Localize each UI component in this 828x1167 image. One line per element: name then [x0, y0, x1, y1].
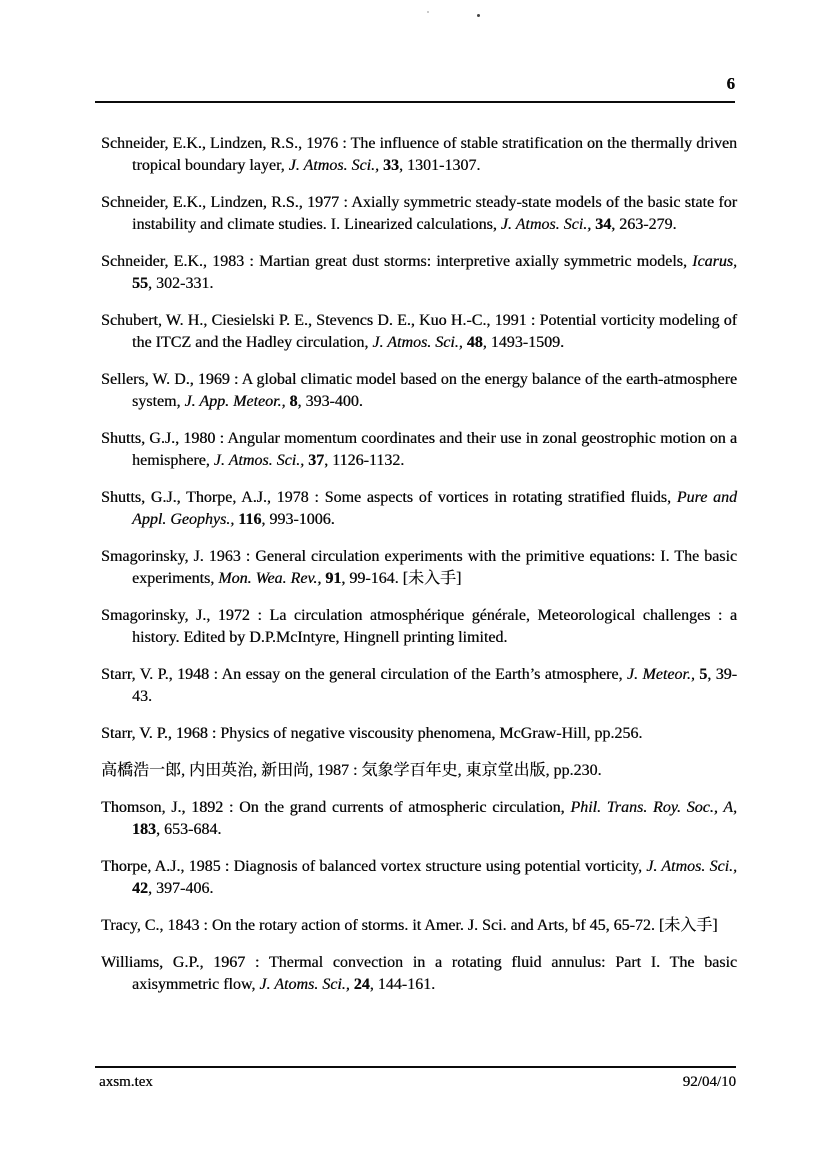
reference-entry: [101, 952, 737, 996]
page-footer: [95, 1072, 736, 1092]
reference-text-segment: , 144-161.: [369, 976, 436, 993]
reference-text-segment: Starr, V. P., 1948 : An essay on the general circulation of the Earth’s atmosphere,: [101, 666, 627, 683]
reference-text-segment: , 302-331.: [148, 275, 214, 292]
scan-artifact-dot: [427, 11, 429, 13]
reference-text-segment: Sellers, W. D., 1969 : A global climatic model based on the energy balance of the earth-atmosphere system,: [101, 371, 737, 410]
header-rule: [95, 101, 735, 103]
reference-text-segment: J. Atmos. Sci.,: [372, 334, 463, 351]
reference-text-segment: , 393-400.: [297, 393, 363, 410]
reference-text-segment: 34: [595, 216, 612, 233]
reference-text-segment: 5: [699, 666, 708, 683]
reference-text-segment: 48: [466, 334, 483, 351]
reference-entry: [101, 310, 737, 354]
reference-text-segment: , 1126-1132.: [324, 452, 405, 469]
reference-text-segment: 42: [132, 880, 148, 897]
reference-text-segment: Shutts, G.J., 1980 : Angular momentum coordinates and their use in zonal geostrophic motion on a hemisphere,: [101, 430, 737, 469]
reference-text-segment: J. Atmos. Sci.,: [500, 216, 592, 233]
reference-text-segment: Thomson, J., 1892 : On the grand currents of atmospheric circulation,: [101, 799, 571, 816]
reference-text-segment: 116: [238, 511, 262, 528]
reference-text-segment: Pure and Appl. Geophys.,: [132, 489, 737, 528]
scan-artifact-dot: [477, 14, 480, 17]
references-list: [101, 133, 737, 1011]
reference-text-segment: Shutts, G.J., Thorpe, A.J., 1978 : Some aspects of vortices in rotating stratified fluids,: [101, 489, 677, 506]
reference-text-segment: Icarus,: [692, 253, 737, 270]
reference-text-segment: Williams, G.P., 1967 : Thermal convection in a rotating fluid annulus: Part I. The basic axisymmetric flow,: [101, 954, 737, 993]
reference-text-segment: 183: [132, 821, 156, 838]
reference-text-segment: 8: [289, 393, 298, 410]
reference-text-segment: 55: [132, 275, 148, 292]
reference-entry: [101, 369, 737, 413]
reference-text-segment: Tracy, C., 1843 : On the rotary action of storms. it Amer. J. Sci. and Arts, bf 45, 65-72. [未入手]: [101, 917, 718, 934]
reference-entry: [101, 487, 737, 531]
reference-text-segment: Thorpe, A.J., 1985 : Diagnosis of balanced vortex structure using potential vorticity,: [101, 858, 647, 875]
reference-text-segment: J. Atoms. Sci.,: [259, 976, 350, 993]
reference-text-segment: Mon. Wea. Rev.,: [218, 570, 322, 587]
reference-text-segment: J. Atmos. Sci.,: [288, 157, 379, 174]
reference-text-segment: , 39-43.: [132, 666, 737, 705]
reference-entry: [101, 915, 737, 937]
page-header: [95, 74, 735, 94]
reference-entry: [101, 428, 737, 472]
reference-entry: [101, 605, 737, 649]
reference-entry: [101, 797, 737, 841]
footer-rule: [95, 1066, 736, 1068]
reference-entry: [101, 664, 737, 708]
footer-filename: axsm.tex: [99, 1074, 153, 1090]
reference-text-segment: 33: [383, 157, 399, 174]
reference-entry: [101, 856, 737, 900]
reference-text-segment: , 1301-1307.: [399, 157, 481, 174]
reference-entry: [101, 723, 737, 745]
reference-text-segment: Schneider, E.K., Lindzen, R.S., 1977 : Axially symmetric steady-state models of the basic state for instability and climate studies. I. Linearized calculations,: [101, 194, 737, 233]
reference-entry: [101, 133, 737, 177]
reference-text-segment: , 653-684.: [156, 821, 222, 838]
reference-text-segment: Schneider, E.K., Lindzen, R.S., 1976 : The influence of stable stratification on the thermally driven tropical boundary layer,: [101, 135, 737, 174]
reference-entry: [101, 760, 737, 782]
reference-text-segment: Schubert, W. H., Ciesielski P. E., Stevencs D. E., Kuo H.-C., 1991 : Potential vorticity modeling of the ITCZ and the Hadley circulation,: [101, 312, 737, 351]
reference-text-segment: 24: [353, 976, 370, 993]
reference-text-segment: J. Meteor.,: [626, 666, 695, 683]
reference-text-segment: , 1493-1509.: [482, 334, 565, 351]
reference-text-segment: Schneider, E.K., 1983 : Martian great dust storms: interpretive axially symmetric models,: [101, 253, 693, 270]
reference-text-segment: , 99-164. [未入手]: [341, 570, 462, 587]
reference-text-segment: , 993-1006.: [261, 511, 335, 528]
reference-text-segment: J. Atmos. Sci.,: [646, 858, 738, 875]
reference-text-segment: Smagorinsky, J. 1963 : General circulation experiments with the primitive equations: I. The basic experiments,: [101, 548, 737, 587]
page-number: 6: [726, 74, 735, 93]
reference-entry: [101, 251, 737, 295]
reference-text-segment: Smagorinsky, J., 1972 : La circulation atmosphérique générale, Meteorological challenges : a history. Edited by D.P.McIntyre, Hingnell printing limited.: [101, 607, 737, 646]
reference-text-segment: J. Atmos. Sci.,: [213, 452, 305, 469]
footer-date: 92/04/10: [682, 1074, 736, 1090]
reference-text-segment: , 263-279.: [611, 216, 677, 233]
reference-text-segment: 高橋浩一郎, 内田英治, 新田尚, 1987 : 気象学百年史, 東京堂出版, pp.230.: [101, 762, 602, 779]
reference-entry: [101, 546, 737, 590]
reference-text-segment: Starr, V. P., 1968 : Physics of negative viscousity phenomena, McGraw-Hill, pp.256.: [101, 725, 643, 742]
reference-text-segment: 91: [325, 570, 342, 587]
reference-text-segment: J. App. Meteor.,: [184, 393, 286, 410]
reference-text-segment: Phil. Trans. Roy. Soc., A,: [570, 799, 737, 816]
reference-text-segment: , 397-406.: [148, 880, 214, 897]
reference-text-segment: 37: [308, 452, 325, 469]
reference-entry: [101, 192, 737, 236]
